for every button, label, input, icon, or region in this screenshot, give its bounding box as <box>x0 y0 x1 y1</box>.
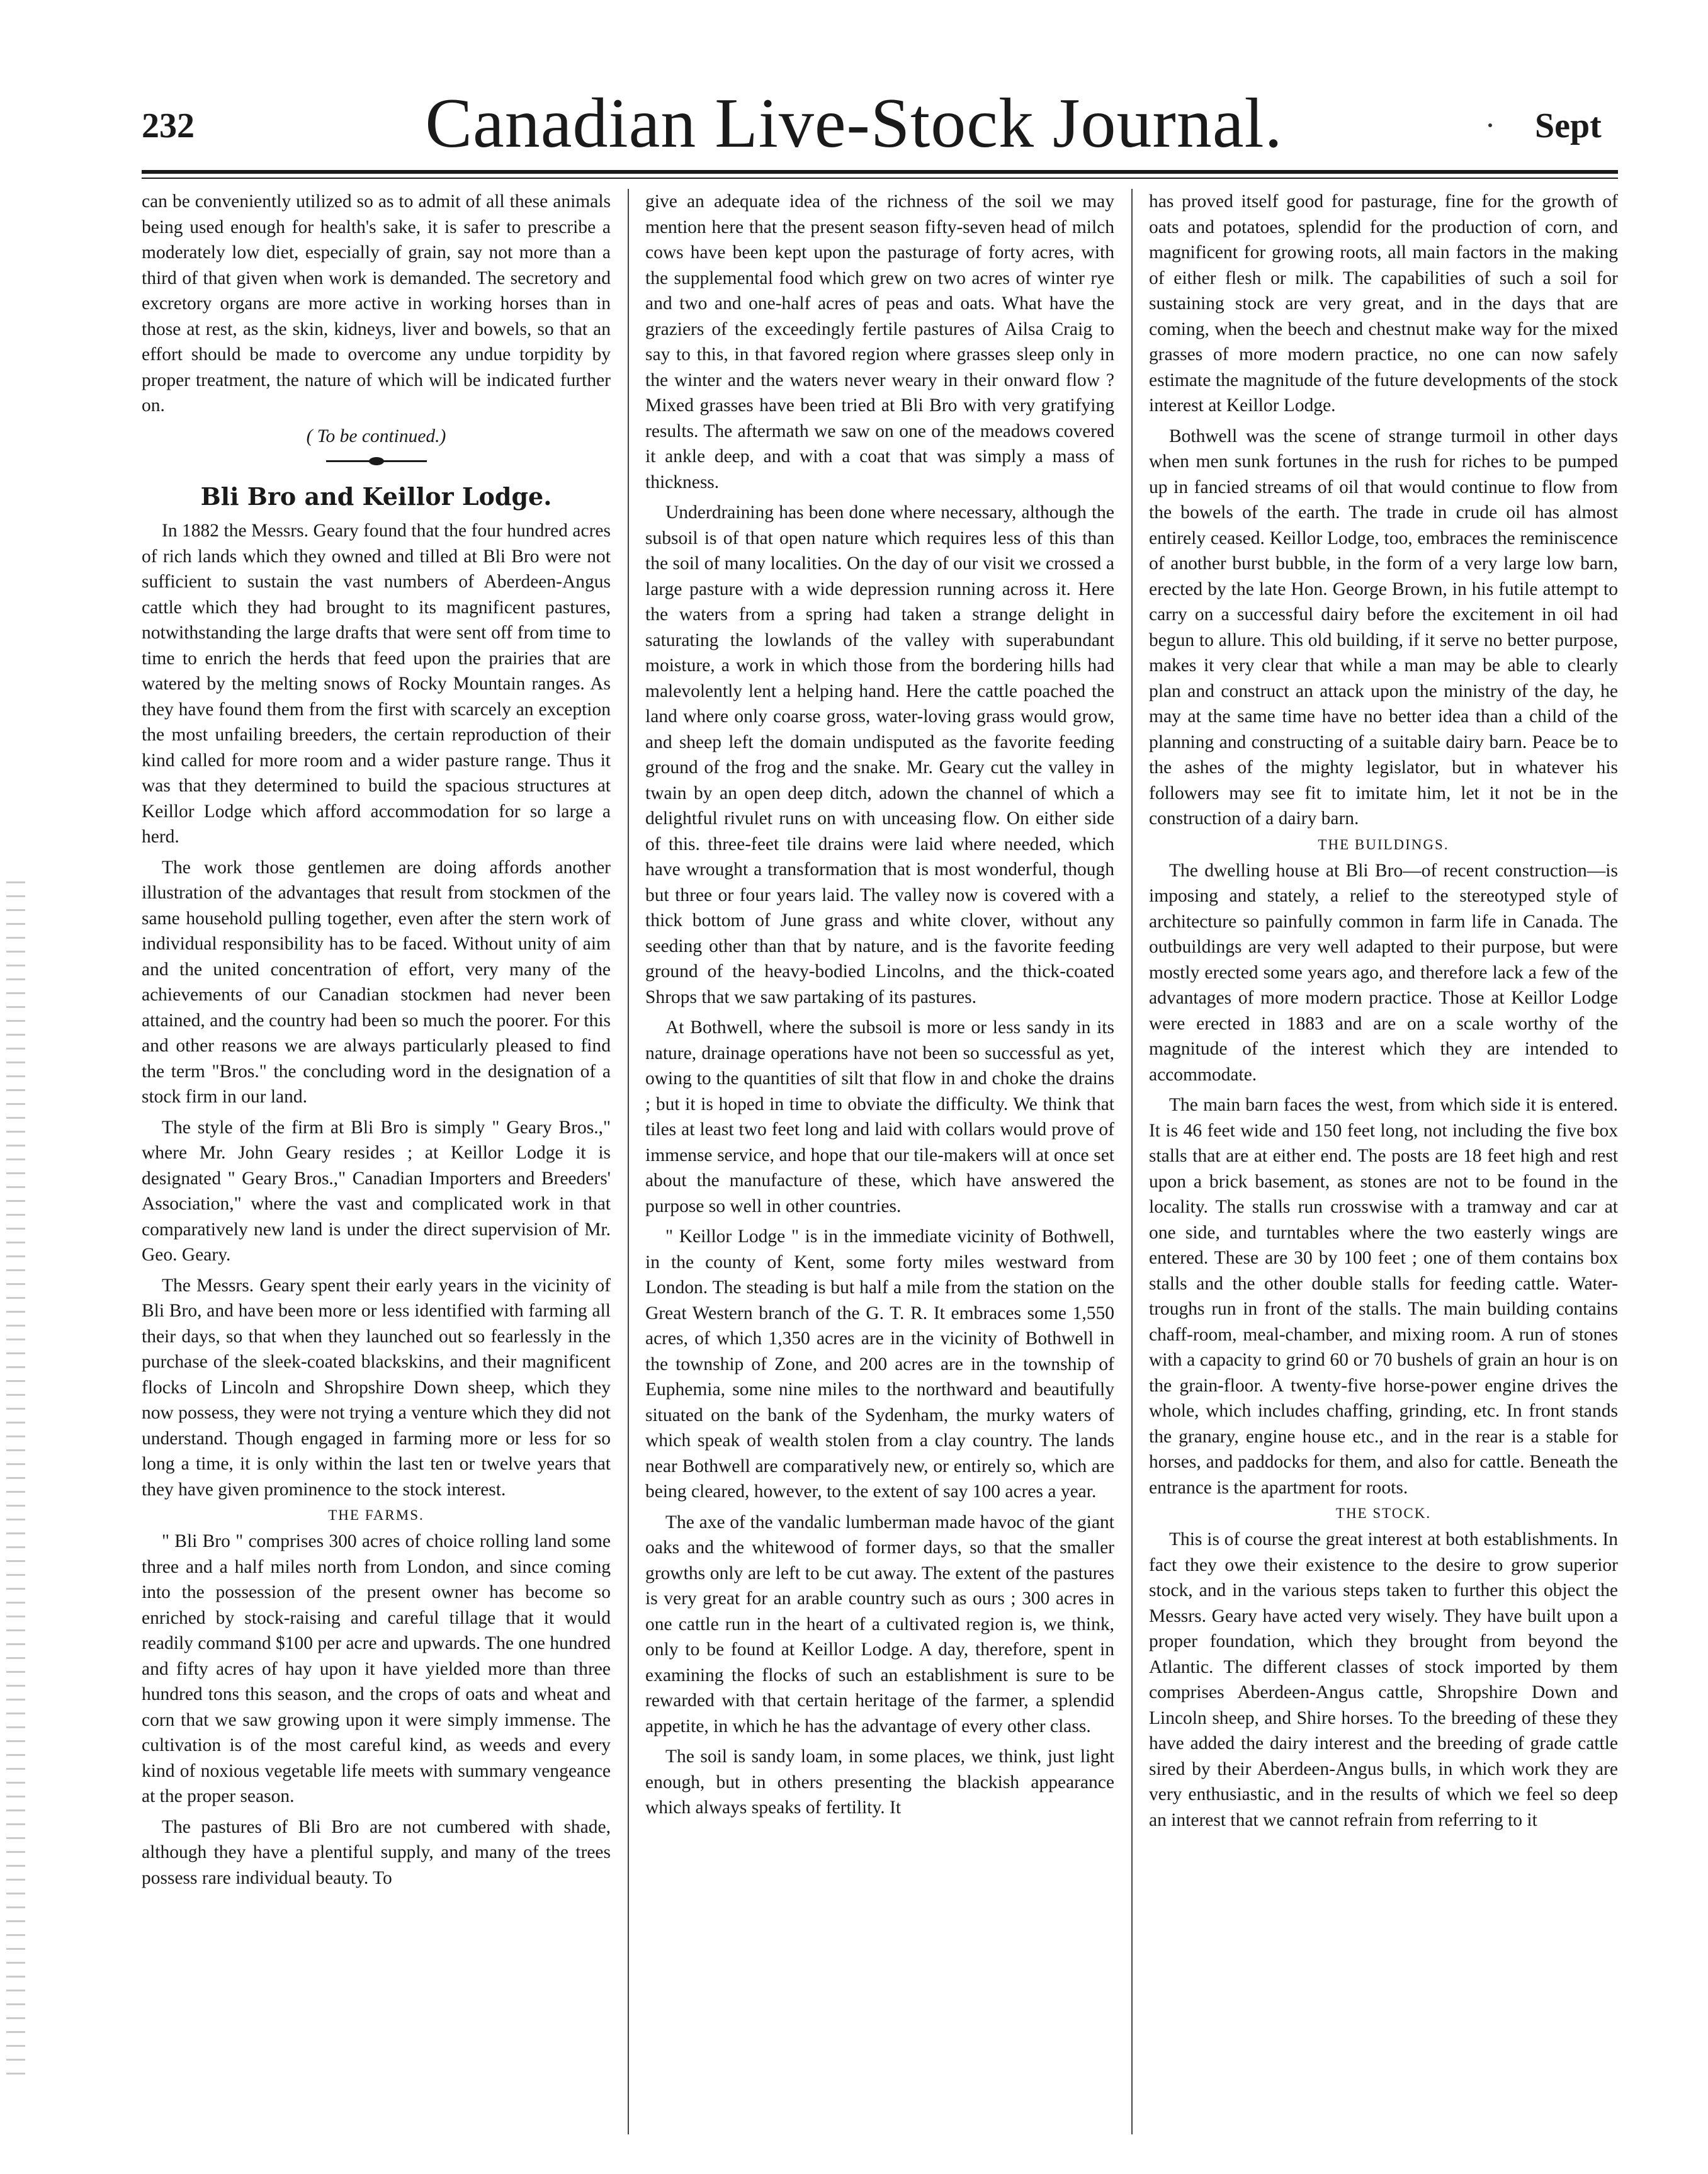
paragraph: The work those gentlemen are doing affords another illustration of the advantages that result from stockmen of the same household pulling together, even after the stern work of individual responsibility has to be faced. Without unity of aim and the united concentration of effort, very many of the achievements of our Canadian stockmen had never been attained, and the country had been so much the poorer. For this and other reasons we are always particularly pleased to find the term "Bros." the concluding word in the designation of a stock firm in our land. <box>142 857 611 1107</box>
to-be-continued: ( To be continued.) <box>306 426 446 446</box>
column-3 <box>1149 189 1618 2134</box>
paragraph: At Bothwell, where the subsoil is more or less sandy in its nature, drainage operations have not been so successful as yet, owing to the quantities of silt that flow in and choke the drains ; but it is hoped in time to obviate the difficulty. We think that tiles at least two feet long and laid with collars would prove of immense service, and hope that our tile-makers will at once set about the manufacture of these, which have answered the purpose so well in other countries. <box>645 1017 1114 1216</box>
paragraph: The main barn faces the west, from which side it is entered. It is 46 feet wide and 150 feet long, not including the five box stalls that are at either end. The posts are 18 feet high and rest upon a brick basement, as stones are not to be found in the locality. The stalls run crosswise with a tramway and car at one side, and turntables where the two easterly wings are entered. These are 30 by 100 feet ; one of them contains box stalls and the other double stalls for feeding cattle. Water-troughs run in front of the stalls. The main building contains chaff-room, meal-chamber, and mixing room. A run of stones with a capacity to grind 60 or 70 bushels of grain an hour is on the grain-floor. A twenty-five horse-power engine drives the whole, which includes chaffing, grinding, etc. In front stands the granary, engine house etc., and in the rear is a stable for horses, and paddocks for them, and also for cattle. Beneath the entrance is the apartment for roots. <box>1149 1095 1618 1498</box>
paragraph: " Keillor Lodge " is in the immediate vicinity of Bothwell, in the county of Kent, some forty miles westward from London. The steading is but half a mile from the station on the Great Western branch of the G. T. R. It embraces some 1,550 acres, of which 1,350 acres are in the vicinity of Bothwell in the township of Zone, and 200 acres are in the township of Euphemia, some nine miles to the northward and beautifully situated on the bank of the Sydenham, the murky waters of which speak of wealth stolen from a clay country. The lands near Bothwell are comparatively new, or entirely so, which are being cleared, however, to the extent of say 100 acres a year. <box>645 1226 1114 1502</box>
paragraph: Bothwell was the scene of strange turmoil in other days when men sunk fortunes in the rush for riches to be pumped up in fancied streams of oil that would continue to flow from the bowels of the earth. The trade in crude oil has almost entirely ceased. Keillor Lodge, too, embraces the reminiscence of another burst bubble, in the form of a very large low barn, erected by the late Hon. George Brown, in his futile attempt to carry on a successful dairy before the excitement in oil had begun to allure. This old building, if it serve no better purpose, makes it very clear that while a man may be able to clearly plan and construct an attack upon the ministry of the day, he may at the same time have no better idea than a child of the planning and constructing of a suitable dairy barn. Peace be to the ashes of the mighty legislator, but in whatever his followers may see fit to imitate him, let it not be in the construction of a dairy barn. <box>1149 426 1618 829</box>
paragraph: " Bli Bro " comprises 300 acres of choice rolling land some three and a half miles north from London, and since coming into the possession of the present owner has become so enriched by stock-raising and careful tillage that it would readily command $100 per acre and upwards. The one hundred and fifty acres of hay upon it have yielded more than three hundred tons this season, and the crops of oats and wheat and corn that we saw growing upon it were simply immense. The cultivation is of the most careful kind, as weeds and every kind of noxious vegetable life meets with summary vengeance at the proper season. <box>142 1531 611 1806</box>
column-1 <box>142 189 611 2134</box>
section-separator <box>326 460 427 462</box>
paragraph: The pastures of Bli Bro are not cumbered with shade, although they have a plentiful supply, and many of the trees possess rare individual beauty. To <box>142 1816 611 1888</box>
paragraph: The axe of the vandalic lumberman made havoc of the giant oaks and the whitewood of former days, so that the smaller growths only are left to be cut away. The extent of the pastures is very great for an arable country such as ours ; 300 acres in one cattle run in the heart of a cultivated region is, we think, only to be found at Keillor Lodge. A day, therefore, spent in examining the flocks of such an establishment is sure to be rewarded with that certain heritage of the farmer, a splendid appetite, in which he has the advantage of every other class. <box>645 1512 1114 1736</box>
article-title: Bli Bro and Keillor Lodge. <box>200 482 552 511</box>
page-number: 232 <box>142 106 195 145</box>
paragraph: This is of course the great interest at both establishments. In fact they owe their existence to the desire to grow superior stock, and in the various steps taken to further this object the Messrs. Geary have acted very wisely. They have built upon a proper foundation, which they brought from beyond the Atlantic. The different classes of stock imported by them comprises Aberdeen-Angus cattle, Shropshire Down and Lincoln sheep, and Shire horses. To the breeding of these they have added the dairy interest and the breeding of grade cattle sired by their Aberdeen-Angus bulls, in which work they are very enthusiastic, and in the results of which we feel so deep an interest that we cannot refrain from referring to it <box>1149 1529 1618 1830</box>
header-rule-thick <box>142 170 1618 174</box>
margin-binding-marks <box>6 881 25 2078</box>
paragraph: The style of the firm at Bli Bro is simply " Geary Bros.," where Mr. John Geary resides ; at Keillor Lodge it is designated " Geary Bros.," Canadian Importers and Breeders' Association," where the vast and complicated work in that comparatively new land is under the direct supervision of Mr. Geo. Geary. <box>142 1117 611 1265</box>
column-2 <box>645 189 1114 2134</box>
paragraph: The dwelling house at Bli Bro—of recent construction—is imposing and stately, a relief to the stereotyped style of architecture so painfully common in farm life in Canada. The outbuildings are very well adapted to their purpose, but were mostly erected some years ago, and therefore lack a few of the advantages of more modern practice. Those at Keillor Lodge were erected in 1883 and are on a scale worthy of the magnitude of the interest which they are intended to accommodate. <box>1149 860 1618 1085</box>
subheading-buildings: THE BUILDINGS. <box>1318 836 1449 852</box>
ornament-dot <box>1488 123 1492 127</box>
header-rule-thin <box>142 178 1618 179</box>
issue-month: Sept <box>1535 106 1602 145</box>
paragraph: give an adequate idea of the richness of the soil we may mention here that the present season fifty-seven head of milch cows have been kept upon the pasturage of forty acres, with the supplemental food which grew on two acres of winter rye and two and one-half acres of peas and oats. What have the graziers of the exceedingly fertile pastures of Ailsa Craig to say to this, in that favored region where grasses sleep only in the winter and the waters never weary in their onward flow ? Mixed grasses have been tried at Bli Bro with very gratifying results. The aftermath we saw on one of the meadows covered it ankle deep, and with a coat that was simply a mass of thickness. <box>645 191 1114 492</box>
paragraph: In 1882 the Messrs. Geary found that the four hundred acres of rich lands which they owned and tilled at Bli Bro were not sufficient to sustain the vast numbers of Aberdeen-Angus cattle which they had brought to its magnificent pastures, notwithstanding the large drafts that were sent off from time to time to enrich the herds that feed upon the prairies that are watered by the melting snows of Rocky Mountain ranges. As they have found them from the first with scarcely an exception the most unfailing breeders, the certain reproduction of their kind called for more room and a wider pasture range. Thus it was that they determined to build the spacious structures at Keillor Lodge which afford accommodation for so large a herd. <box>142 521 611 847</box>
page-header <box>0 0 1708 170</box>
subheading-farms: THE FARMS. <box>328 1507 424 1523</box>
paragraph: The soil is sandy loam, in some places, we think, just light enough, but in others presenting the blackish appearance which always speaks of fertility. It <box>645 1747 1114 1818</box>
article-columns <box>142 189 1618 2134</box>
subheading-stock: THE STOCK. <box>1335 1505 1432 1521</box>
paragraph: Underdraining has been done where necessary, although the subsoil is of that open nature which requires less of this than the soil of many localities. On the day of our visit we crossed a large pasture with a wide depression running across it. Here the waters from a spring had taken a strange delight in saturating the lowlands of the valley with superabundant moisture, a work in which those from the bordering hills had malevolently lent a helping hand. Here the cattle poached the land where only coarse gross, water-loving grass would grow, and sheep left the domain undisputed as the favorite feeding ground of the frog and the snake. Mr. Geary cut the valley in twain by an open deep ditch, adown the channel of which a delightful rivulet runs on with unceasing flow. On either side of this. three-feet tile drains were laid where needed, which have wrought a transformation that is most wonderful, though but three or four years laid. The valley now is covered with a thick bottom of June grass and white clover, without any seeding other than that by nature, and is the favorite feeding ground of the heavy-bodied Lincolns, and the thick-coated Shrops that we saw partaking of its pastures. <box>645 502 1114 1007</box>
journal-title: Canadian Live-Stock Journal. <box>425 84 1283 162</box>
paragraph: can be conveniently utilized so as to admit of all these animals being used enough for health's sake, it is safer to prescribe a moderately low diet, especially of grain, say not more than a third of that given when work is demanded. The secretory and excretory organs are more active in working horses than in those at rest, as the skin, kidneys, liver and bowels, so that an effort should be made to overcome any undue torpidity by proper treatment, the nature of which will be indicated further on. <box>142 191 611 416</box>
paragraph: The Messrs. Geary spent their early years in the vicinity of Bli Bro, and have been more or less identified with farming all their days, so that when they launched out so fearlessly in the purchase of the sleek-coated blackskins, and their magnificent flocks of Lincoln and Shropshire Down sheep, which they now possess, they were not trying a venture which they did not understand. Though engaged in farming more or less for so long a time, it is only within the last ten or twelve years that they have given prominence to the stock interest. <box>142 1275 611 1500</box>
column-divider <box>1131 189 1133 2134</box>
paragraph: has proved itself good for pasturage, fine for the growth of oats and potatoes, splendid for the production of corn, and magnificent for growing roots, all main factors in the making of either flesh or milk. The capabilities of such a soil for sustaining stock are very great, and in the days that are coming, when the beech and chestnut make way for the mixed grasses of more modern practice, no one can now safely estimate the magnitude of the future developments of the stock interest at Keillor Lodge. <box>1149 191 1618 416</box>
column-divider <box>628 189 629 2134</box>
